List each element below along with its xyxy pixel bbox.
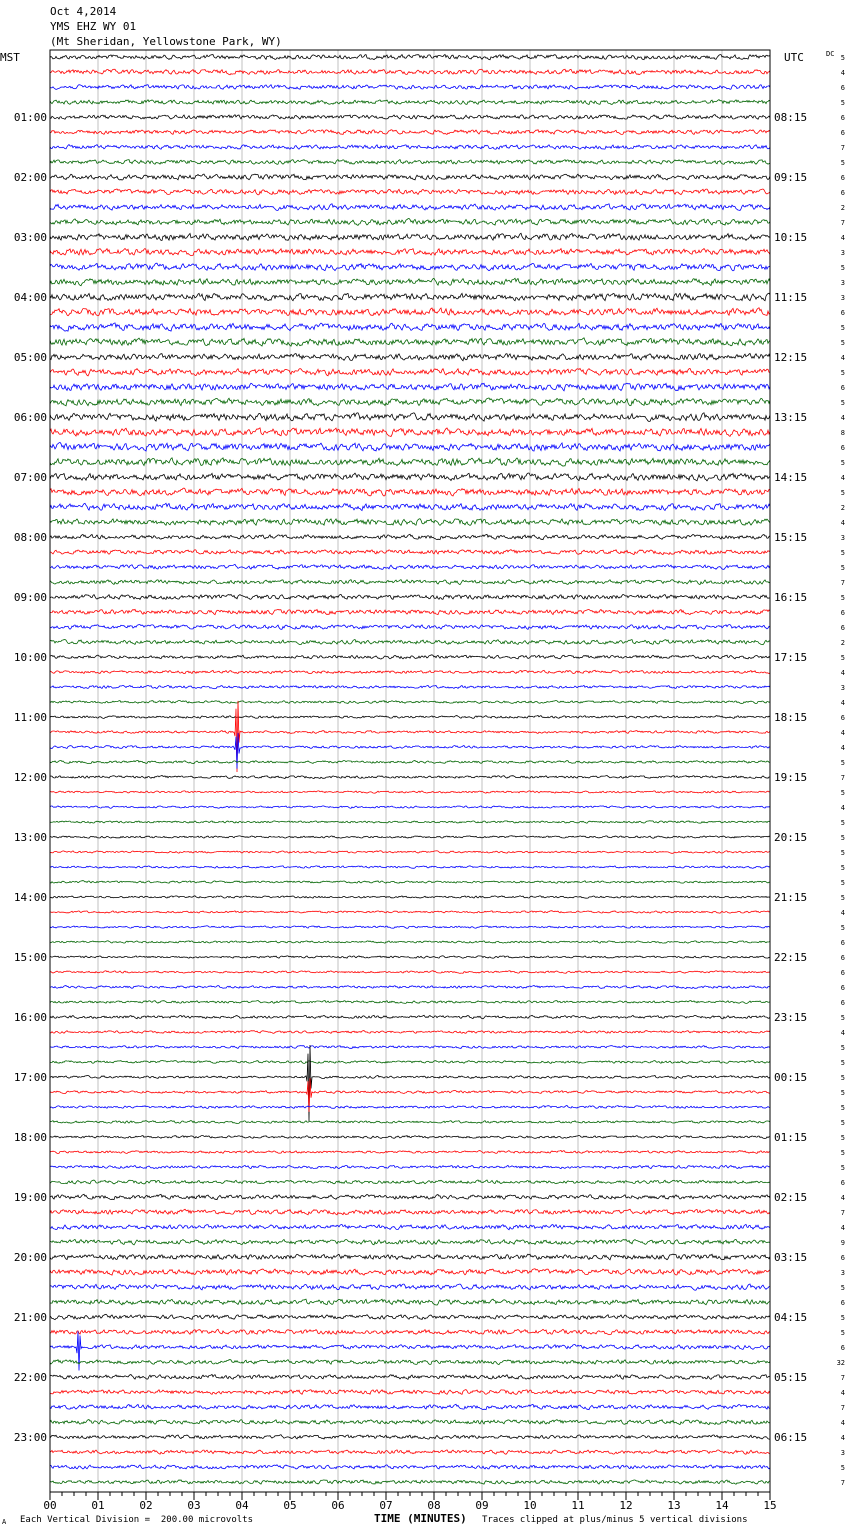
trace-row: [50, 956, 770, 958]
trace-row: [50, 1031, 770, 1034]
x-tick-label: 08: [427, 1499, 441, 1512]
trace-row: [50, 1375, 770, 1380]
dc-offset-label: 5: [840, 459, 845, 467]
mst-hour-label: 21:00: [13, 1311, 47, 1324]
dc-offset-label: 5: [840, 1329, 845, 1337]
utc-hour-label: 02:15: [774, 1191, 808, 1204]
trace-row: [50, 1299, 770, 1305]
trace-row: [50, 926, 770, 929]
trace-row: [50, 323, 770, 331]
mst-hour-label: 16:00: [13, 1011, 47, 1024]
mst-hour-label: 04:00: [13, 291, 47, 304]
dc-offset-label: 3: [840, 684, 845, 692]
mst-hour-label: 05:00: [13, 351, 47, 364]
utc-hour-label: 04:15: [774, 1311, 808, 1324]
dc-offset-label: 5: [840, 1014, 845, 1022]
trace-row: [50, 701, 770, 772]
utc-hour-label: 09:15: [774, 171, 808, 184]
trace-row: [50, 716, 770, 719]
trace-row: [50, 69, 770, 75]
trace-row: [50, 204, 770, 211]
dc-offset-label: 4: [840, 804, 845, 812]
utc-hour-label: 19:15: [774, 771, 808, 784]
dc-offset-label: 5: [840, 759, 845, 767]
trace-row: [50, 534, 770, 539]
dc-offset-label: 6: [840, 954, 845, 962]
dc-offset-label: 5: [840, 1119, 845, 1127]
dc-offset-label: 6: [840, 609, 845, 617]
trace-row: [50, 293, 770, 301]
x-tick-label: 13: [667, 1499, 681, 1512]
dc-offset-label: 7: [840, 579, 845, 587]
dc-offset-label: 4: [840, 474, 845, 482]
x-tick-label: 07: [379, 1499, 393, 1512]
trace-row: [50, 338, 770, 346]
trace-row: [50, 1151, 770, 1154]
x-tick-label: 01: [91, 1499, 105, 1512]
dc-offset-label: 4: [840, 519, 845, 527]
utc-hour-label: 15:15: [774, 531, 808, 544]
x-tick-label: 00: [43, 1499, 57, 1512]
header-location: (Mt Sheridan, Yellowstone Park, WY): [50, 35, 282, 48]
trace-row: [50, 1061, 770, 1064]
trace-row: [50, 308, 770, 316]
trace-row: [50, 1480, 770, 1484]
dc-offset-label: 2: [840, 504, 845, 512]
utc-hour-label: 23:15: [774, 1011, 808, 1024]
mst-hour-label: 08:00: [13, 531, 47, 544]
trace-row: [50, 760, 770, 763]
dc-offset-label: 5: [840, 549, 845, 557]
mst-hour-label: 14:00: [13, 891, 47, 904]
seismic-traces: [50, 55, 770, 1485]
x-tick-label: 04: [235, 1499, 249, 1512]
dc-offset-label: 6: [840, 1179, 845, 1187]
dc-offset-label: 5: [840, 1044, 845, 1052]
dc-offset-label: 7: [840, 1209, 845, 1217]
trace-row: [50, 55, 770, 60]
x-tick-label: 14: [715, 1499, 729, 1512]
dc-offset-label: 5: [840, 1149, 845, 1157]
dc-offset-label: 6: [840, 969, 845, 977]
mst-hour-label: 22:00: [13, 1371, 47, 1384]
utc-hour-label: 12:15: [774, 351, 808, 364]
dc-offset-label: 5: [840, 834, 845, 842]
dc-offset-label: 5: [840, 594, 845, 602]
dc-offset-label: 4: [840, 744, 845, 752]
dc-offset-label: 5: [840, 399, 845, 407]
utc-hour-label: 05:15: [774, 1371, 808, 1384]
dc-offset-label: 5: [840, 264, 845, 272]
trace-row: [50, 1331, 770, 1370]
trace-row: [50, 519, 770, 526]
dc-offset-label: 5: [840, 864, 845, 872]
dc-offset-label: 6: [840, 1344, 845, 1352]
utc-hour-label: 08:15: [774, 111, 808, 124]
trace-row: [50, 1045, 770, 1121]
x-axis-title: TIME (MINUTES): [374, 1512, 467, 1525]
dc-offset-label: 9: [840, 1239, 845, 1247]
trace-row: [50, 550, 770, 555]
trace-row: [50, 1165, 770, 1168]
dc-offset-label: 5: [840, 924, 845, 932]
trace-row: [50, 174, 770, 180]
x-tick-label: 15: [763, 1499, 777, 1512]
utc-hour-label: 00:15: [774, 1071, 808, 1084]
dc-offset-label: 4: [840, 1224, 845, 1232]
x-tick-label: 03: [187, 1499, 201, 1512]
trace-row: [50, 1435, 770, 1439]
utc-hour-label: 10:15: [774, 231, 808, 244]
x-tick-label: 12: [619, 1499, 633, 1512]
mst-hour-label: 02:00: [13, 171, 47, 184]
trace-row: [50, 233, 770, 240]
dc-offset-label: 4: [840, 1389, 845, 1397]
trace-row: [50, 442, 770, 451]
dc-offset-label: 4: [840, 1434, 845, 1442]
trace-row: [50, 941, 770, 943]
trace-row: [50, 413, 770, 422]
trace-row: [50, 1239, 770, 1244]
trace-row: [50, 458, 770, 466]
trace-row: [50, 986, 770, 989]
trace-row: [50, 1329, 770, 1334]
dc-offset-label: 5: [840, 879, 845, 887]
mst-hour-labels: [14, 111, 47, 1444]
trace-row: [50, 1180, 770, 1184]
dc-offset-label: 5: [840, 819, 845, 827]
trace-row: [50, 640, 770, 645]
dc-offset-label: 5: [840, 159, 845, 167]
dc-offset-label: 4: [840, 699, 845, 707]
mst-hour-label: 17:00: [13, 1071, 47, 1084]
dc-offset-label: 4: [840, 1194, 845, 1202]
trace-row: [50, 503, 770, 510]
x-tick-label: 06: [331, 1499, 345, 1512]
dc-offset-label: 5: [840, 1074, 845, 1082]
dc-offset-label: 5: [840, 339, 845, 347]
trace-row: [50, 115, 770, 120]
dc-offset-label: 4: [840, 729, 845, 737]
utc-hour-label: 01:15: [774, 1131, 808, 1144]
dc-offset-label: 3: [840, 249, 845, 257]
dc-offset-label: 4: [840, 909, 845, 917]
dc-offset-label: 7: [840, 1404, 845, 1412]
trace-row: [50, 1000, 770, 1003]
dc-offset-label: 6: [840, 624, 845, 632]
mst-hour-label: 10:00: [13, 651, 47, 664]
dc-offset-label: 6: [840, 714, 845, 722]
dc-offset-label: 6: [840, 309, 845, 317]
mst-hour-label: 18:00: [13, 1131, 47, 1144]
mst-hour-label: 12:00: [13, 771, 47, 784]
dc-offset-label: 5: [840, 1059, 845, 1067]
corner-mark: A: [2, 1518, 7, 1526]
dc-offset-label: 5: [840, 1104, 845, 1112]
dc-offset-label: 5: [840, 789, 845, 797]
dc-offset-label: 4: [840, 669, 845, 677]
utc-hour-label: 20:15: [774, 831, 808, 844]
dc-offset-label: 3: [840, 279, 845, 287]
dc-offset-label: 5: [840, 369, 845, 377]
x-tick-label: 10: [523, 1499, 537, 1512]
mst-hour-label: 11:00: [13, 711, 47, 724]
dc-offset-label: 6: [840, 939, 845, 947]
mst-hour-label: 20:00: [13, 1251, 47, 1264]
mst-hour-label: 06:00: [13, 411, 47, 424]
dc-offset-label: 5: [840, 99, 845, 107]
trace-row: [50, 580, 770, 585]
trace-row: [50, 609, 770, 614]
scale-note: Each Vertical Division = 200.00 microvolts: [20, 1515, 253, 1525]
trace-row: [50, 821, 770, 823]
mst-hour-label: 19:00: [13, 1191, 47, 1204]
trace-row: [50, 1224, 770, 1229]
dc-offset-label: 4: [840, 234, 845, 242]
dc-offset-label: 5: [840, 654, 845, 662]
dc-offset-label: 5: [840, 849, 845, 857]
utc-hour-label: 13:15: [774, 411, 808, 424]
utc-hour-label: 06:15: [774, 1431, 808, 1444]
dc-offset-label: 5: [840, 54, 845, 62]
dc-offset-label: 5: [840, 1164, 845, 1172]
dc-offset-label: 4: [840, 69, 845, 77]
dc-offset-labels: [837, 54, 845, 1487]
x-tick-label: 02: [139, 1499, 153, 1512]
utc-hour-label: 22:15: [774, 951, 808, 964]
dc-offset-label: 5: [840, 1134, 845, 1142]
utc-hour-label: 17:15: [774, 651, 808, 664]
trace-row: [50, 655, 770, 659]
dc-offset-label: 4: [840, 1419, 845, 1427]
dc-offset-label: 5: [840, 1089, 845, 1097]
trace-row: [50, 130, 770, 135]
trace-row: [50, 398, 770, 406]
trace-row: [50, 564, 770, 569]
utc-hour-label: 16:15: [774, 591, 808, 604]
mst-hour-label: 07:00: [13, 471, 47, 484]
trace-row: [50, 911, 770, 914]
trace-row: [50, 896, 770, 898]
trace-row: [50, 594, 770, 599]
trace-row: [50, 1046, 770, 1049]
dc-offset-label: 2: [840, 204, 845, 212]
trace-row: [50, 625, 770, 630]
dc-offset-label: 3: [840, 534, 845, 542]
dc-offset-label: 6: [840, 84, 845, 92]
dc-offset-label: 3: [840, 1449, 845, 1457]
trace-row: [50, 701, 770, 704]
trace-row: [50, 851, 770, 854]
mst-hour-label: 23:00: [13, 1431, 47, 1444]
trace-row: [50, 733, 770, 769]
x-tick-label: 05: [283, 1499, 297, 1512]
trace-row: [50, 1269, 770, 1275]
trace-row: [50, 1404, 770, 1409]
trace-row: [50, 1106, 770, 1109]
trace-row: [50, 383, 770, 391]
utc-hour-label: 14:15: [774, 471, 808, 484]
dc-offset-label: 6: [840, 384, 845, 392]
utc-hour-label: 18:15: [774, 711, 808, 724]
dc-offset-label: 4: [840, 1029, 845, 1037]
clip-note: Traces clipped at plus/minus 5 vertical divisions: [482, 1515, 748, 1525]
mst-hour-label: 03:00: [13, 231, 47, 244]
trace-row: [50, 473, 770, 481]
trace-row: [50, 791, 770, 793]
trace-row: [50, 1136, 770, 1139]
utc-hour-label: 11:15: [774, 291, 808, 304]
trace-row: [50, 354, 770, 361]
trace-row: [50, 428, 770, 437]
dc-offset-label: 7: [840, 144, 845, 152]
dc-offset-label: 7: [840, 774, 845, 782]
trace-row: [50, 1390, 770, 1395]
trace-row: [50, 1015, 770, 1019]
dc-offset-label: 7: [840, 219, 845, 227]
utc-corner-label: UTC: [784, 51, 804, 64]
dc-offset-label: 6: [840, 174, 845, 182]
mst-hour-label: 01:00: [13, 111, 47, 124]
trace-row: [50, 806, 770, 809]
dc-offset-label: 5: [840, 489, 845, 497]
trace-row: [50, 1314, 770, 1319]
dc-offset-label: 6: [840, 114, 845, 122]
mst-hour-label: 13:00: [13, 831, 47, 844]
trace-row: [50, 775, 770, 778]
trace-row: [50, 1254, 770, 1260]
trace-row: [50, 1194, 770, 1199]
trace-row: [50, 1121, 770, 1124]
dc-offset-label: 5: [840, 324, 845, 332]
trace-row: [50, 368, 770, 376]
trace-row: [50, 881, 770, 884]
utc-hour-labels: [774, 111, 807, 1444]
dc-offset-label: 6: [840, 999, 845, 1007]
trace-row: [50, 670, 770, 673]
utc-hour-label: 21:15: [774, 891, 808, 904]
mst-hour-label: 09:00: [13, 591, 47, 604]
trace-row: [50, 189, 770, 195]
utc-hour-label: 03:15: [774, 1251, 808, 1264]
dc-offset-label: 6: [840, 444, 845, 452]
dc-offset-label: 8: [840, 429, 845, 437]
trace-row: [50, 971, 770, 974]
trace-row: [50, 866, 770, 869]
trace-row: [50, 1209, 770, 1215]
mst-hour-label: 15:00: [13, 951, 47, 964]
dc-offset-label: 6: [840, 129, 845, 137]
trace-row: [50, 100, 770, 105]
header-date: Oct 4,2014: [50, 5, 117, 18]
dc-offset-label: 4: [840, 354, 845, 362]
dc-offset-label: 3: [840, 1269, 845, 1277]
dc-offset-label: 6: [840, 984, 845, 992]
dc-offset-label: 6: [840, 1299, 845, 1307]
trace-row: [50, 85, 770, 90]
dc-corner-label: DC: [826, 50, 835, 58]
dc-offset-label: 5: [840, 564, 845, 572]
dc-offset-label: 3: [840, 294, 845, 302]
dc-offset-label: 6: [840, 189, 845, 197]
header-station: YMS EHZ WY 01: [50, 20, 137, 33]
trace-row: [50, 1420, 770, 1425]
trace-row: [50, 160, 770, 165]
time-axis: [43, 1492, 776, 1512]
dc-offset-label: 5: [840, 1314, 845, 1322]
dc-offset-label: 7: [840, 1374, 845, 1382]
trace-row: [50, 1284, 770, 1290]
mst-corner-label: MST: [0, 51, 20, 64]
dc-offset-label: 32: [836, 1359, 845, 1367]
dc-offset-label: 2: [840, 639, 845, 647]
dc-offset-label: 5: [840, 1464, 845, 1472]
trace-row: [50, 263, 770, 271]
trace-row: [50, 685, 770, 688]
dc-offset-label: 7: [840, 1479, 845, 1487]
dc-offset-label: 5: [840, 894, 845, 902]
x-tick-label: 09: [475, 1499, 489, 1512]
dc-offset-label: 5: [840, 1284, 845, 1292]
trace-row: [50, 488, 770, 496]
trace-row: [50, 145, 770, 150]
trace-row: [50, 1360, 770, 1365]
x-tick-label: 11: [571, 1499, 585, 1512]
dc-offset-label: 6: [840, 1254, 845, 1262]
trace-row: [50, 1450, 770, 1454]
trace-row: [50, 249, 770, 256]
trace-row: [50, 1465, 770, 1469]
trace-row: [50, 836, 770, 839]
dc-offset-label: 4: [840, 414, 845, 422]
trace-row: [50, 278, 770, 285]
trace-row: [50, 219, 770, 226]
